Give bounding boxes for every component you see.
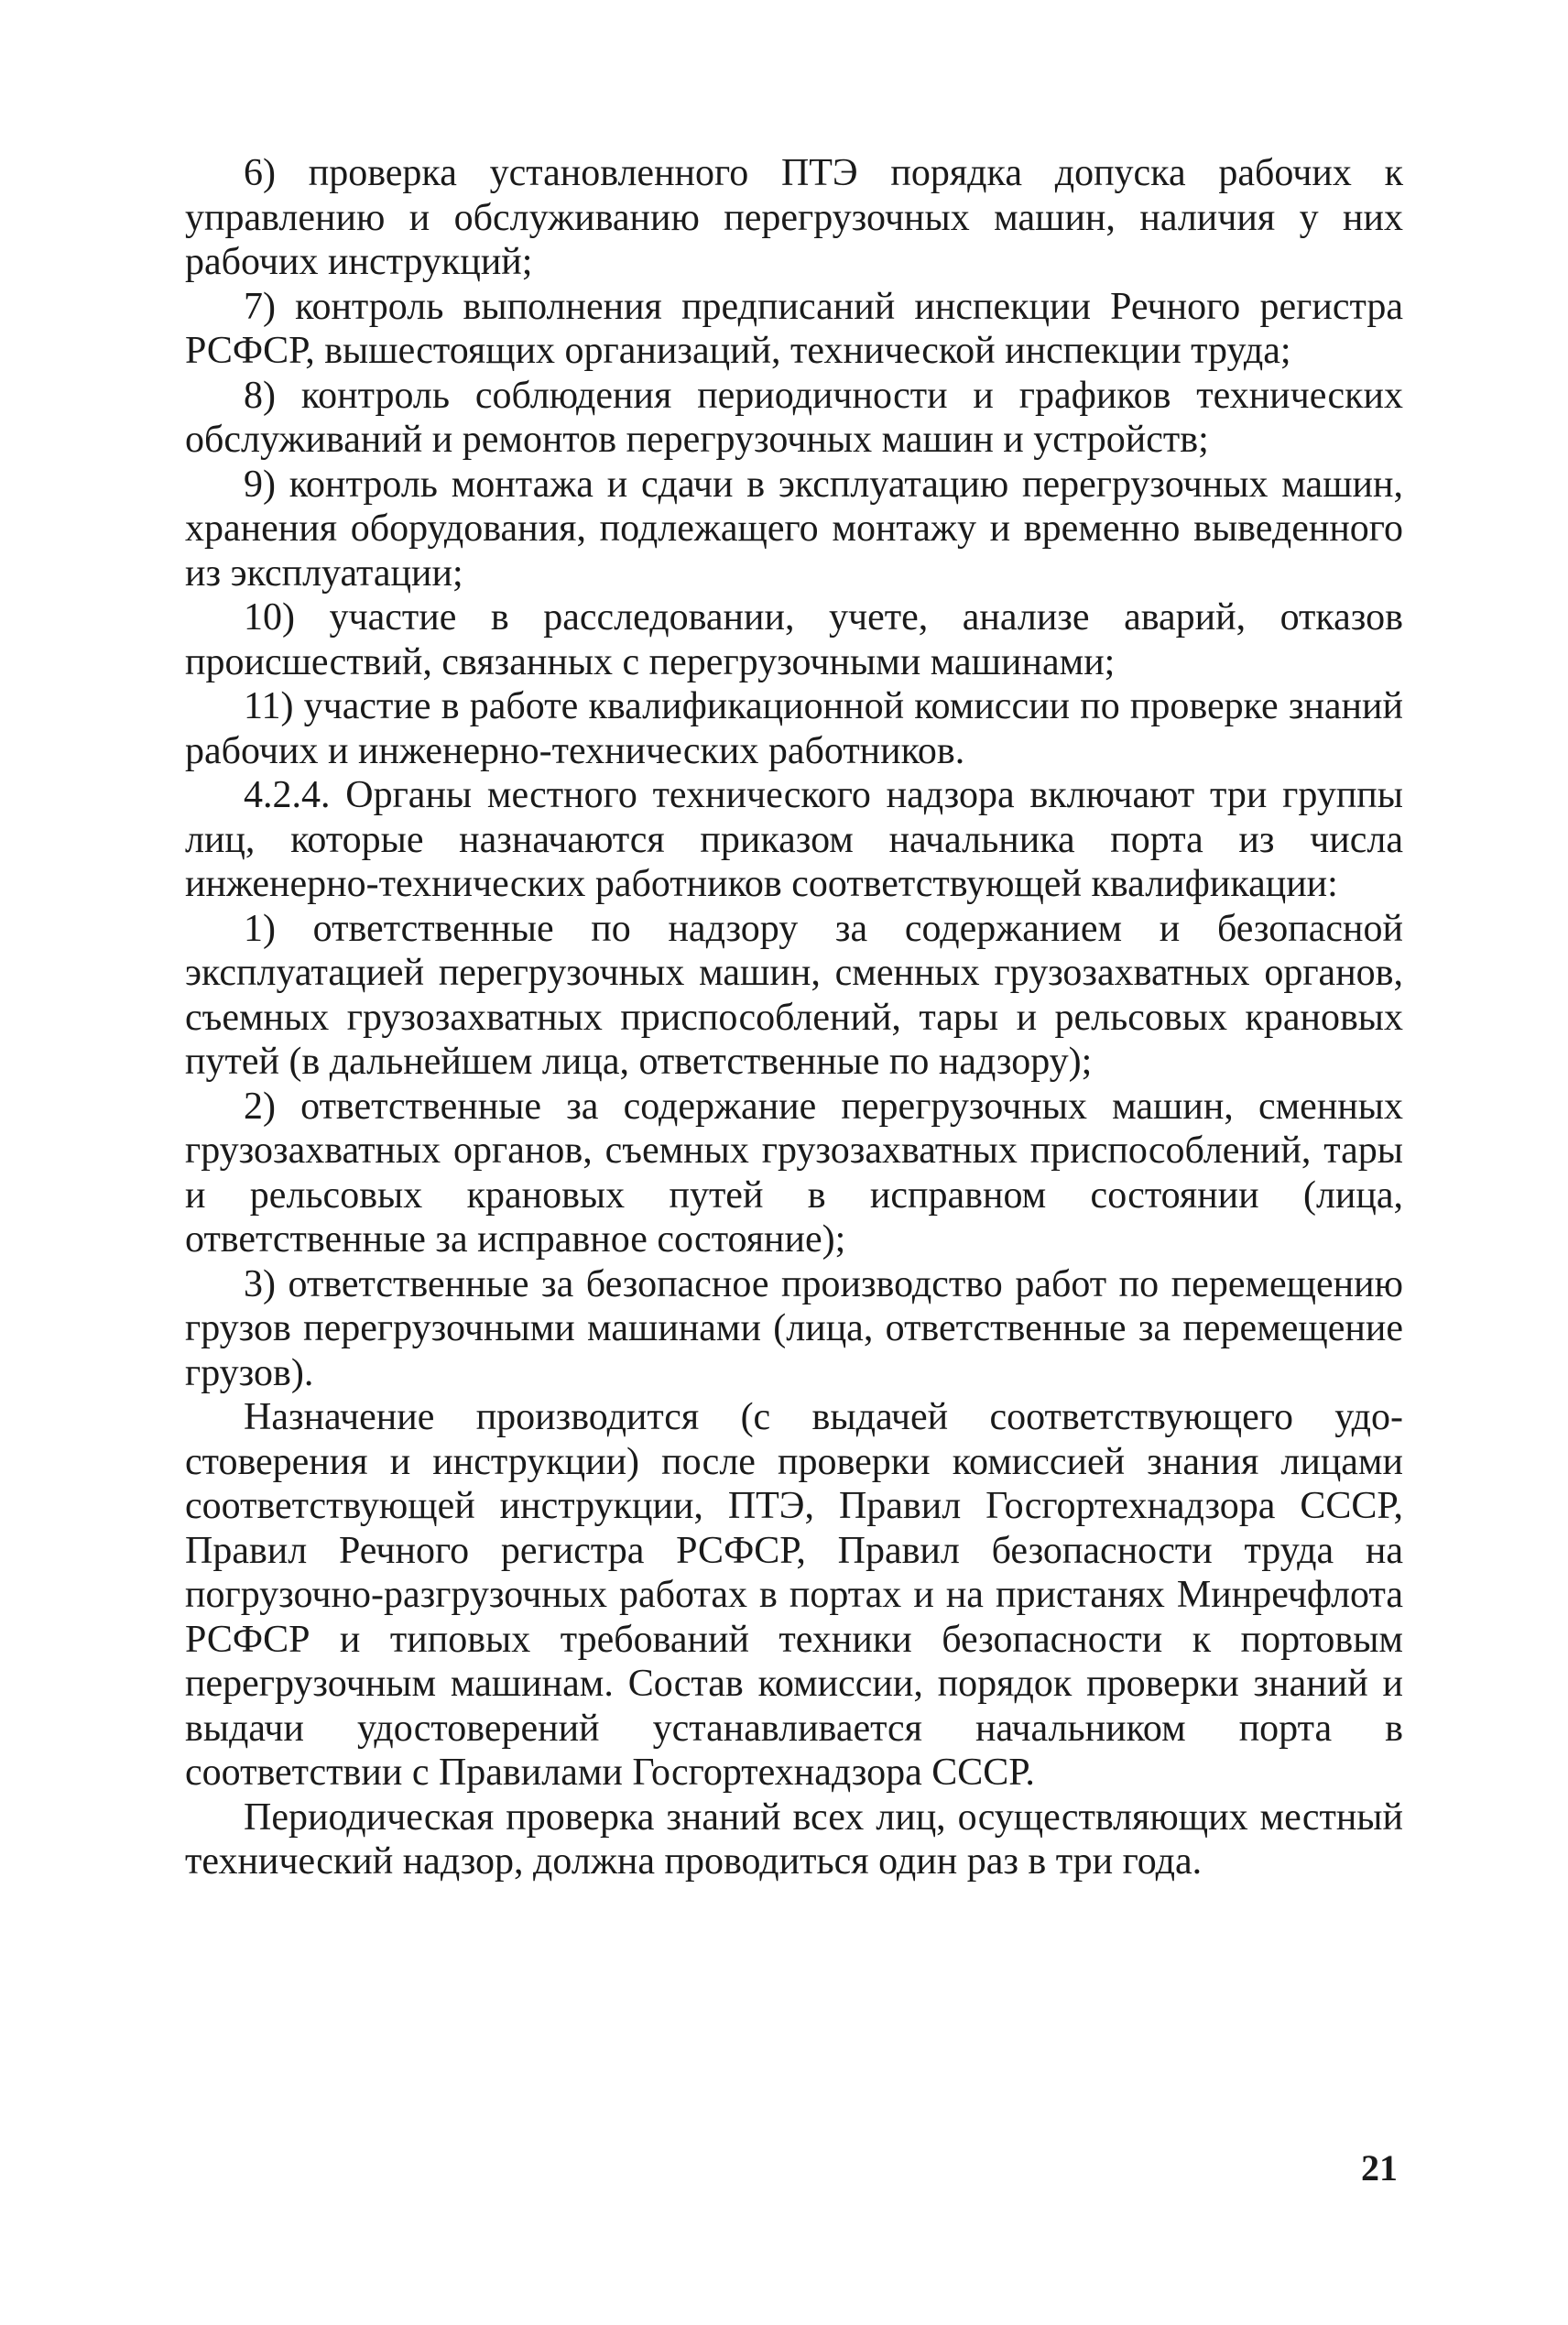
page-number: 21 <box>1361 2147 1398 2189</box>
paragraph-item-11: 11) участие в работе квалификационной комиссии по проверке знаний рабочих и инженерно-технических работников. <box>185 685 1403 772</box>
paragraph-appointment: Назначение производится (с выдачей соответствующего удостоверения и инструкции) после проверки комиссией знания лицами соответствующей инструкции, ПТЭ, Правил Госгортехнадзора СССР, Правил Речного регистра РСФСР, Правил безопасности труда на погрузочно-разгрузочных работах в портах и на пристанях Минречфлота РСФСР и типовых требований техники безопасности к портовым перегрузочным машинам. Состав комиссии, порядок проверки знаний и выдачи удостоверений устанавливается начальником порта в соответствии с Правилами Госгортехнадзора СССР. <box>185 1396 1403 1794</box>
paragraph-item-6: 6) проверка установленного ПТЭ порядка допуска рабочих к управлению и обслуживанию перегрузочных машин, наличия у них рабочих инструкций; <box>185 152 1403 283</box>
paragraph-item-10: 10) участие в расследовании, учете, анализе аварий, отказов происшествий, связанных с перегрузочными машинами; <box>185 596 1403 683</box>
paragraph-periodic-check: Периодическая проверка знаний всех лиц, осуществляющих местный технический надзор, должна проводиться один раз в три года. <box>185 1796 1403 1883</box>
document-page <box>185 151 1403 2167</box>
paragraph-group-3: 3) ответственные за безопасное производство работ по перемещению грузов перегрузочными машинами (лица, ответственные за перемещение грузов). <box>185 1262 1403 1394</box>
paragraph-section-4-2-4: 4.2.4. Органы местного технического надзора включают три группы лиц, которые назначаются приказом начальника порта из числа инженерно-технических работников соответствующей квалификации: <box>185 774 1403 905</box>
paragraph-group-2: 2) ответственные за содержание перегрузочных машин, сменных грузозахватных органов, съемных грузозахватных приспособлений, тары и рельсовых крановых путей в исправном состоянии (лица, ответственные за исправное состояние); <box>185 1085 1403 1261</box>
paragraph-group-1: 1) ответственные по надзору за содержанием и безопасной эксплуатацией перегрузочных машин, сменных грузозахватных органов, съемных грузозахватных приспособлений, тары и рельсовых крановых путей (в дальнейшем лица, ответственные по надзору); <box>185 907 1403 1083</box>
paragraph-item-7: 7) контроль выполнения предписаний инспекции Речного регистра РСФСР, вышестоящих организаций, технической инспекции труда; <box>185 285 1403 372</box>
paragraph-item-9: 9) контроль монтажа и сдачи в эксплуатацию перегрузочных машин, хранения оборудования, подлежащего монтажу и временно выведенного из эксплуатации; <box>185 463 1403 595</box>
paragraph-item-8: 8) контроль соблюдения периодичности и графиков технических обслуживаний и ремонтов перегрузочных машин и устройств; <box>185 374 1403 461</box>
